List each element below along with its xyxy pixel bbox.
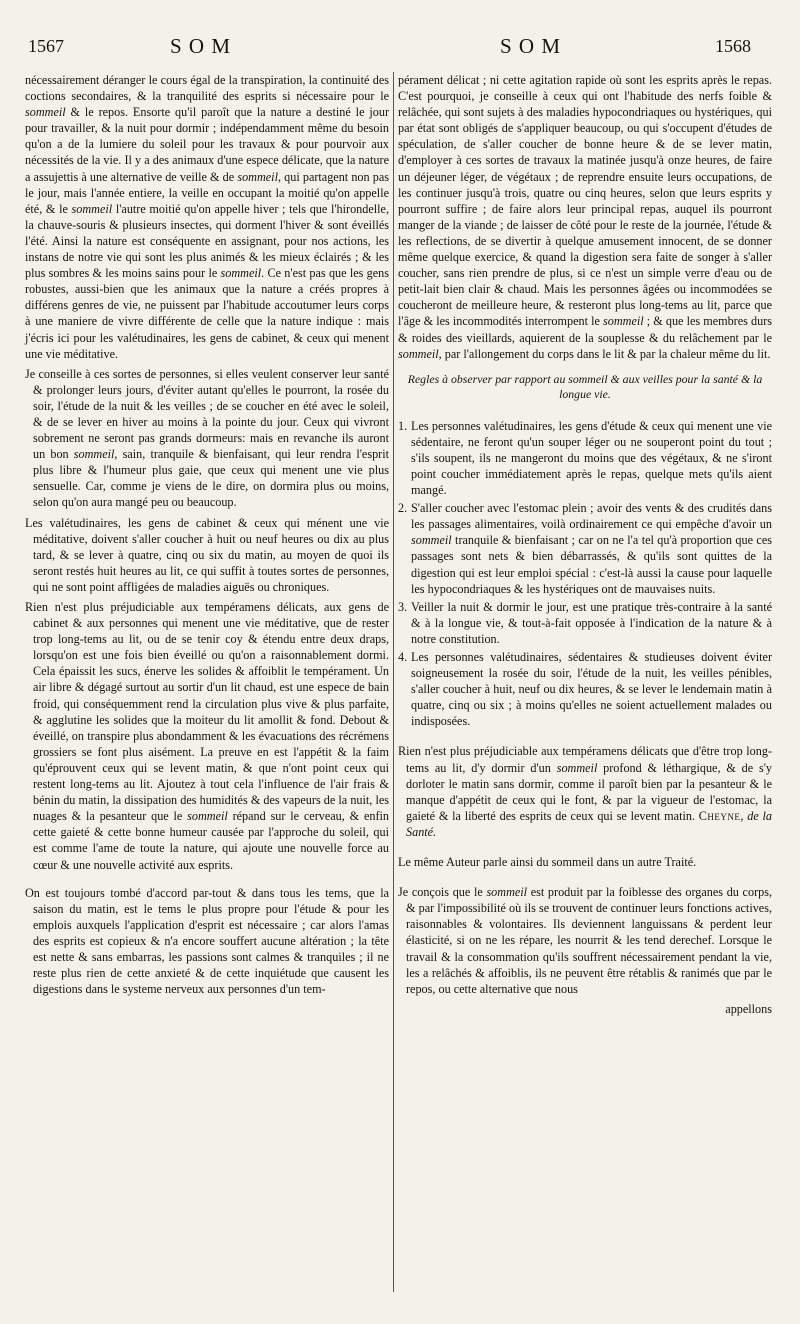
author-name: Cheyne [698, 808, 741, 823]
paragraph: Rien n'est plus préjudiciable aux tempéramens délicats, aux gens de cabinet & aux personnes qui menent une vie méditative, que de rester trop long-tems au lit, ou de se tenir coy & étendu entre deux draps, lorsqu'on est une fois bien éveillé ou qu'on a raisonnablement dormi. Cela épaissit les sucs, énerve les solides & affoiblit le tempérament. Un air libre & dégagé surtout au sortir d'un lit chaud, est une espece de bain froid, qui conséquemment rend la circulation plus vive & plus parfaite, & agglutine les solides que la moiteur du lit amollit & fond. Debout & éveillé, on transpire plus abondamment & les évacuations des récrémens grossiers se font plus aisément. La preuve en est l'appétit & la faim qu'éprouvent ceux qui se levent matin, & que n'ont point ceux qui restent long-tems au lit. Ajoutez à tout cela l'influence de l'air frais & bénin du matin, la dissipation des humidités & des vapeurs de la nuit, les nuages & la pesanteur que le sommeil répand sur le cerveau, & enfin cette gaieté & cette bonne humeur causée par l'approche du soleil, qui est comme l'ame de toute la nature, qui ajoute une nouvelle force au cœur & une nouvelle activité aux esprits. [25, 600, 389, 872]
paragraph: Je conçois que le sommeil est produit par la foiblesse des organes du corps, & par l'impossibilité où ils se trouvent de continuer leurs fonctions actives, raisonnables & volontaires. Ils deviennent languissans & perdent leur élasticité, si on ne les répare, les nourrit & les tend derechef. Lorsque le travail & la consommation qu'ils souffrent nécessairement pendant la vie, les a relâchés & affoiblis, ils ne peuvent être rétablis & ranimés que par le repos, ou cette alternative que nous [398, 885, 773, 996]
list-item: 2. S'aller coucher avec l'estomac plein ; avoir des vents & des crudités dans les passages alimentaires, voilà ordinairement ce qui empêche d'avoir un sommeil tranquile & bienfaisant ; car on ne l'a tel qu'à proportion que ces passages sont nets & bien débarrassés, & qu'ils sont quittes de la digestion qui est leur emploi spécial : c'est-là aussi la cause pour laquelle les hypocondriaques & les hystériques ont de mauvaises nuits. [398, 501, 772, 596]
left-column [25, 72, 389, 1001]
right-running-head: S O M [500, 34, 562, 58]
source-title: de la Santé. [406, 808, 773, 839]
paragraph: Les valétudinaires, les gens de cabinet & ceux qui ménent une vie méditative, doivent s'aller coucher à huit ou neuf heures ou dix au plus tard, & se lever à quatre, cinq ou six du matin, au moyen de quoi ils seront restés huit heures au lit, ce qui suffit à toutes sortes de personnes, qui ne sont point affligées de maladies aiguës ou chroniques. [25, 515, 389, 594]
list-item: 3. Veiller la nuit & dormir le jour, est une pratique très-contraire à la santé & à la longue vie, & tout-à-fait opposée à l'indication de la nature & à notre constitution. [398, 599, 772, 646]
left-running-head: S O M [170, 34, 232, 58]
paragraph: nécessairement déranger le cours égal de la transpiration, la continuité des coctions secondaires, & la tranquilité des esprits si nécessaire pour le sommeil & le repos. Ensorte qu'il paroît que la nature a destiné le jour pour travailler, & la nuit pour dormir ; indépendamment même du besoin qu'on a de la lumiere du soleil pour les travaux & pour pourvoir aux nécessités de la vie. Il y a des animaux d'une espece délicate, que la nature a assujettis à une alternative de veille & de sommeil, qui partagent non pas le jour, mais l'année entiere, la veille en occupant la moitié qu'on appelle été, & le sommeil l'autre moitié qu'on appelle hiver ; tels que l'hirondelle, la chauve-souris & plusieurs insectes, qui dorment l'hiver & sont éveillés l'été. Ainsi la nature est conséquente en assignant, pour nos actions, les instans de notre vie qui sont les plus animés & les mieux éclairés ; & les plus sombres & les moins sains pour le sommeil. Ce n'est pas que les gens robustes, aussi-bien que les animaux que la nature a créés propres à différens genres de vie, ne puissent par l'habitude accoutumer leurs corps à une maniere de vivre différente de celle que la nature indique : mais j'écris ici pour les valétudinaires, les gens de cabinet, & ceux qui menent une vie méditative. [25, 73, 389, 361]
right-page-number: 1568 [715, 36, 751, 56]
left-page-number: 1567 [28, 36, 64, 56]
paragraph: pérament délicat ; ni cette agitation rapide où sont les esprits après le repas. C'est pourquoi, je conseille à ceux qui ont l'habitude des nerfs foible & relâchée, qui sont sujets à des maladies hypocondriaques ou hystériques, qui par état sont obligés de s'appliquer beaucoup, ou qui s'occupent d'études de spéculation, de s'aller coucher de bonne heure & de se lever matin, d'employer à ces sortes de travaux la matinée jusqu'à onze heures, de faire un déjeuner léger, de végétaux ; de reprendre ensuite leurs occupations, de les continuer jusqu'à trois, quatre ou cinq heures, selon que leurs esprits y pourront suffire ; de faire alors leur principal repas, auquel ils pourront manger de la viande ; de laisser de côté pour le reste de la journée, l'étude & les reflections, de se divertir à quelque amusement innocent, de se donner même quelque exercice, & quand la digestion sera faite de songer à s'aller coucher, sans rien prendre de plus, si ce n'est un simple verre d'eau ou de petit-lait bien clair & chaud. Mais les personnes âgées ou incommodées se coucheront de meilleure heure, & resteront plus long-tems au lit, parce que l'âge & les incommodités interrompent le sommeil ; & que les membres durs & roides des vieillards, aquierent de la souplesse & du relâchement par le sommeil, par l'allongement du corps dans le lit & par la chaleur même du lit. [398, 73, 772, 361]
catchword: appellons [725, 1001, 772, 1016]
section-subheading: Regles à observer par rapport au sommeil & aux veilles pour la santé & la longue vie. [407, 371, 763, 401]
paragraph: Je conseille à ces sortes de personnes, si elles veulent conserver leur santé & prolonger leurs jours, d'éviter autant qu'elles le pourront, la rosée du soir, l'étude de la nuit & les veilles ; de se coucher en été avec le soleil, & de se lever en hiver au moins à la pointe du jour. Ceux qui vivront sobrement ne seront pas grands dormeurs: mais en revanche ils auront un bon sommeil, sain, tranquile & bienfaisant, qui leur rendra l'esprit plus libre & l'humeur plus gaie, que ceux qui menent une vie plus sensuelle. Car, comme je viens de le dire, on dormira plus ou moins, selon qu'on aura mangé peu ou beaucoup. [25, 366, 389, 510]
list-item: 4. Les personnes valétudinaires, sédentaires & studieuses doivent éviter soigneusement la rosée du soir, l'étude de la nuit, les veilles pénibles, s'aller coucher à huit, neuf ou dix heures, & se lever le lendemain matin à quatre, cinq ou six ; à moins qu'elles ne soient actuellement malades ou indisposées. [398, 650, 772, 729]
paragraph: Rien n'est plus préjudiciable aux tempéramens délicats que d'être trop long-tems au lit, d'y dormir d'un sommeil profond & léthargique, & de s'y dorloter le matin sans dormir, comme il paroît bien par la pesanteur & le manque d'appétit de ceux qui le font, & par la vigueur de l'estomac, la gaieté & la liberté des esprits de ceux qui se levent matin. Cheyne, de la Santé. [398, 744, 773, 839]
paragraph: On est toujours tombé d'accord par-tout & dans tous les tems, que la saison du matin, est le tems le plus propre pour l'étude & pour les emplois auxquels l'application d'esprit est nécessaire ; car alors l'amas des esprits est copieux & n'a encore souffert aucune altération ; la tête est nette & sans embarras, les passions sont calmes & tranquiles ; il ne reste plus rien de cette anxieté & de cette inquiétude que causent les digestions dans le systeme nerveux aux personnes d'un tem- [25, 885, 389, 997]
paragraph: Le même Auteur parle ainsi du sommeil dans un autre Traité. [398, 855, 697, 870]
right-column [398, 72, 772, 1021]
column-divider [393, 72, 394, 1292]
rules-list [398, 418, 772, 730]
list-item: 1. Les personnes valétudinaires, les gens d'étude & ceux qui menent une vie sédentaire, ne feront qu'un souper léger ou ne souperont point du tout ; s'ils soupent, ils ne mangeront du moins que des végétaux, & ne s'iront point coucher immédiatement après le repas, quelque mets qu'ils aient mangé. [398, 418, 772, 498]
